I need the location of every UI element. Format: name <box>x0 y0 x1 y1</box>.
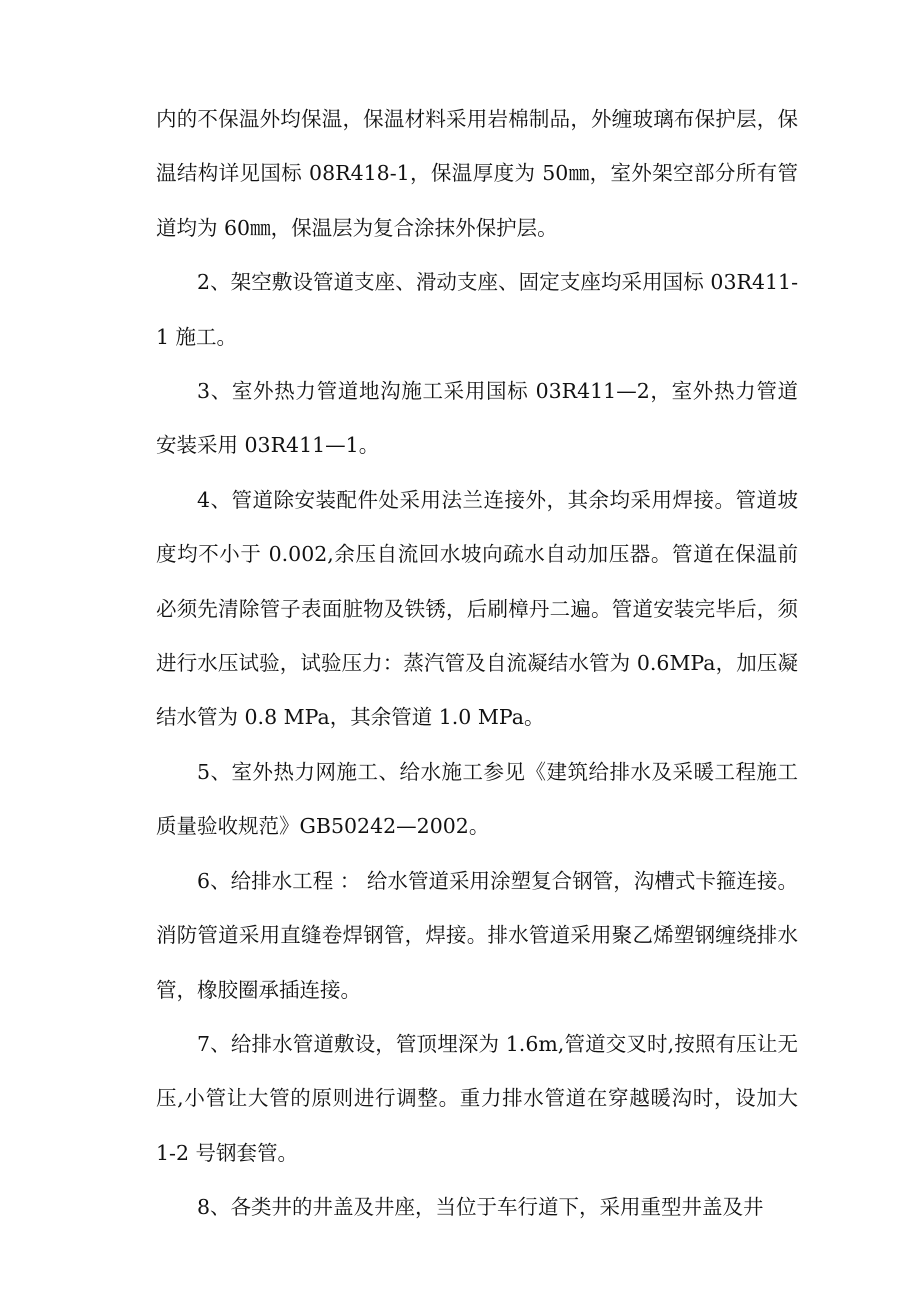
paragraph-item-5: 5、室外热力网施工、给水施工参见《建筑给排水及采暖工程施工质量验收规范》GB50242—2002。 <box>156 759 798 839</box>
paragraph-item-8: 8、各类井的井盖及井座，当位于车行道下，采用重型井盖及井 <box>197 1195 764 1220</box>
paragraph-item-4: 4、管道除安装配件处采用法兰连接外，其余均采用焊接。管道坡度均不小于 0.002,余压自流回水坡向疏水自动加压器。管道在保温前必须先清除管子表面脏物及铁锈，后刷樟丹二遍。管道安装完毕后，须进行水压试验，试验压力：蒸汽管及自流凝结水管为 0.6MPa，加压凝结水管为 0.8 MPa，其余管道 1.0 MPa。 <box>156 487 798 730</box>
paragraph-insulation-continued: 内的不保温外均保温，保温材料采用岩棉制品，外缠玻璃布保护层，保温结构详见国标 08R418-1，保温厚度为 50㎜，室外架空部分所有管道均为 60㎜，保温层为复合涂抹外保护层。 <box>156 107 798 240</box>
paragraph-item-3: 3、室外热力管道地沟施工采用国标 03R411—2，室外热力管道安装采用 03R411—1。 <box>156 379 798 458</box>
paragraph-item-2: 2、架空敷设管道支座、滑动支座、固定支座均采用国标 03R411-1 施工。 <box>156 270 798 349</box>
paragraph-item-6: 6、给排水工程 ： 给水管道采用涂塑复合钢管，沟槽式卡箍连接。消防管道采用直缝卷焊钢管，焊接。排水管道采用聚乙烯塑钢缠绕排水管，橡胶圈承插连接。 <box>156 868 798 1002</box>
paragraph-item-7: 7、给排水管道敷设，管顶埋深为 1.6m,管道交叉时,按照有压让无压,小管让大管的原则进行调整。重力排水管道在穿越暖沟时，设加大 1-2 号钢套管。 <box>156 1031 798 1165</box>
document-body <box>156 92 798 1235</box>
